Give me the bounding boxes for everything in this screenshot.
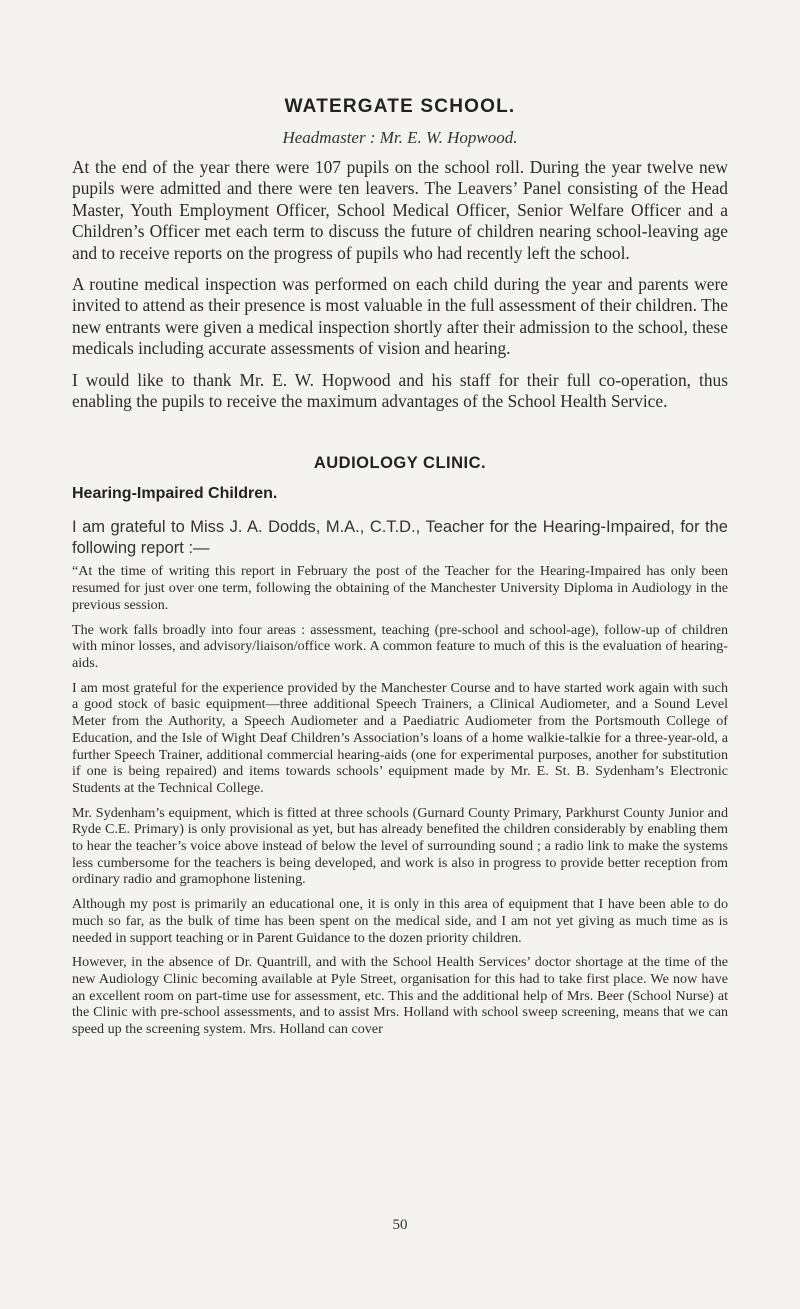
report-paragraph: The work falls broadly into four areas : assessment, teaching (pre-school and school-age), follow-up of children with minor losses, and advisory/liaison/office work. A common feature to much of this is the evaluation of hearing-aids. xyxy=(72,621,728,671)
report-section xyxy=(72,563,728,1037)
report-paragraph: Mr. Sydenham’s equipment, which is fitted at three schools (Gurnard County Primary, Parkhurst County Junior and Ryde C.E. Primary) is only provisional as yet, but has already benefited the children considerably by enabling them to hear the teacher’s voice above instead of below the level of surrounding sound ; a radio link to make the systems less cumbersome for the teachers is being developed, and work is also in progress to provide better reception from ordinary radio and gramophone listening. xyxy=(72,804,728,888)
report-paragraph: Although my post is primarily an educational one, it is only in this area of equipment that I have been able to do much so far, as the bulk of time has been spent on the medical side, and I am not yet giving as much time as is needed in support teaching or in Parent Guidance to the dozen priority children. xyxy=(72,896,728,946)
report-paragraph: I am most grateful for the experience provided by the Manchester Course and to have started work again with such a good stock of basic equipment—three additional Speech Trainers, a Clinical Audiometer, and a Sound Level Meter from the Authority, a Speech Audiometer and a Paediatric Audiometer from the Portsmouth College of Education, and the Isle of Wight Deaf Children’s Association’s loans of a home walkie-talkie for a three-year-old, a further Speech Trainer, additional commercial hearing-aids (one for experimental purposes, another for substitution if one is being repaired) and items towards schools’ equipment made by Mr. E. St. B. Sydenham’s Electronic Students at the Technical College. xyxy=(72,679,728,796)
school-paragraph: At the end of the year there were 107 pupils on the school roll. During the year twelve new pupils were admitted and there were ten leavers. The Leavers’ Panel consisting of the Head Master, Youth Employment Officer, School Medical Officer, Senior Welfare Officer and a Children’s Officer met each term to discuss the future of children nearing school-leaving age and to receive reports on the progress of pupils who had recently left the school. xyxy=(72,157,728,263)
document-page xyxy=(72,96,728,1046)
headmaster-line: Headmaster : Mr. E. W. Hopwood. xyxy=(282,128,518,147)
school-paragraph: I would like to thank Mr. E. W. Hopwood and his staff for their full co-operation, thus enabling the pupils to receive the maximum advantages of the School Health Service. xyxy=(72,369,728,412)
school-section xyxy=(72,157,728,412)
school-paragraph: A routine medical inspection was performed on each child during the year and parents were invited to attend as their presence is most valuable in the full assessment of their children. The new entrants were given a medical inspection shortly after their admission to the school, these medicals including accurate assessments of vision and hearing. xyxy=(72,274,728,359)
school-title: WATERGATE SCHOOL. xyxy=(284,96,516,117)
report-paragraph: “At the time of writing this report in February the post of the Teacher for the Hearing-Impaired has only been resumed for just over one term, following the obtaining of the Manchester University Diploma in Audiology in the previous session. xyxy=(72,563,728,613)
page-number: 50 xyxy=(392,1217,408,1233)
clinic-title: AUDIOLOGY CLINIC. xyxy=(313,454,487,473)
clinic-subtitle: Hearing-Impaired Children. xyxy=(72,485,278,503)
report-paragraph: However, in the absence of Dr. Quantrill, and with the School Health Services’ doctor shortage at the time of the new Audiology Clinic becoming available at Pyle Street, organisation for this had to take first place. We now have an excellent room on part-time use for assessment, etc. This and the additional help of Mrs. Beer (School Nurse) at the Clinic with pre-school assessments, and to assist Mrs. Holland with school sweep screening, means that we can speed up the screening system. Mrs. Holland can cover xyxy=(72,954,728,1038)
clinic-intro: I am grateful to Miss J. A. Dodds, M.A., C.T.D., Teacher for the Hearing-Impaired, for the following report :— xyxy=(72,518,728,558)
